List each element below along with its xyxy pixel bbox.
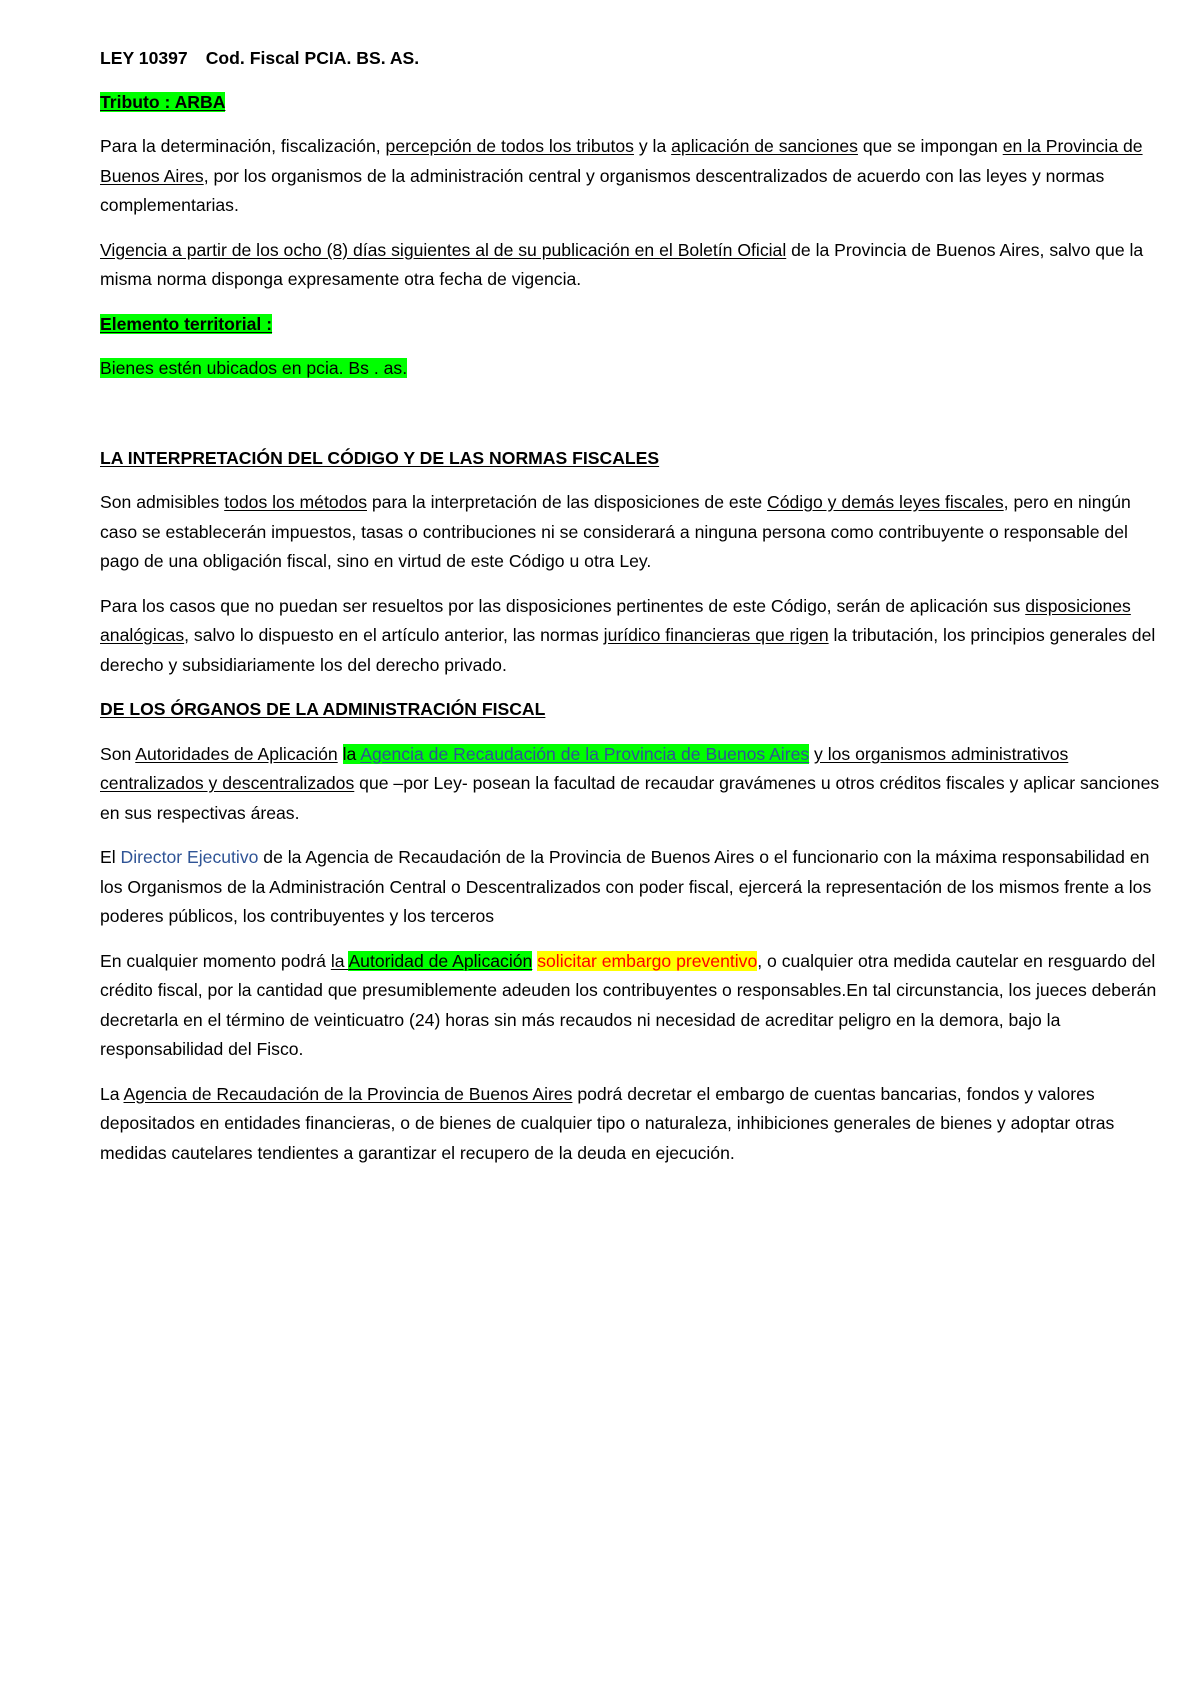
text-run: El [100,847,121,867]
underlined-run: la [330,950,349,971]
tributo-paragraph-1 [100,132,1170,221]
elemento-territorial-label: Elemento territorial : [100,313,273,334]
underlined-run: y los organismos administrativos centralizados y descentralizados [100,743,1069,793]
document-page [100,44,1170,1183]
text-run: La [100,1083,124,1104]
code-name: Cod. Fiscal PCIA. BS. AS. [205,48,420,68]
underlined-run: aplicación de sanciones [671,136,858,156]
text-run: que –por Ley- posean la facultad de recaudar gravámenes u otros créditos fiscales y aplicar sanciones en sus respectivas áreas. [100,773,1160,823]
text-run: y la [633,136,672,156]
underlined-run: Vigencia a partir de los ocho (8) días siguientes al de su publicación en el Boletín Oficial [100,239,787,260]
text-run: Son [100,743,136,764]
underlined-run: Agencia de Recaudación de la Provincia de Buenos Aires [123,1083,573,1104]
text-run: de la Agencia de Recaudación de la Provincia de Buenos Aires o el funcionario con la máxima responsabilidad en los Organismos de la Administración Central o Descentralizados con poder fiscal, ejercerá la representación de los mismos frente a los poderes públicos, los contribuyentes y los terceros [100,847,1152,926]
tributo-label: Tributo : ARBA [100,91,226,112]
text-run: la tributación, los principios generales del derecho y subsidiariamente los del derecho privado. [100,625,1156,675]
elemento-territorial-value-line [100,354,1170,384]
interpretacion-paragraph-2 [100,592,1170,681]
section-heading-interpretacion: LA INTERPRETACIÓN DEL CÓDIGO Y DE LAS NORMAS FISCALES [100,447,660,468]
text-run: , pero en ningún caso se establecerán impuestos, tasas o contribuciones ni se considerará a ninguna persona como contribuyente o responsable del pago de una obligación fiscal, sino en virtud de este Código u otra Ley. [100,492,1131,571]
document-title [100,44,1170,74]
elemento-territorial-value: Bienes estén ubicados en pcia. Bs . as. [100,358,408,378]
underlined-run: Código y demás leyes fiscales [767,492,1004,512]
text-run: En cualquier momento podrá [100,950,331,971]
text-run: podrá decretar el embargo de cuentas bancarias, fondos y valores depositados en entidades financieras, o de bienes de cualquier tipo o naturaleza, inhibiciones generales de bienes y adoptar otras medidas cautelares tendientes a garantizar el recupero de la deuda en ejecución. [100,1083,1115,1163]
underlined-run: en la Provincia de Buenos Aires [100,136,1143,186]
text-run: que se impongan [857,136,1003,156]
organos-paragraph-2 [100,843,1170,932]
text-run: , por los organismos de la administración central y organismos descentralizados de acuerdo con las leyes y normas complementarias. [100,165,1105,215]
underlined-run: todos los métodos [224,492,367,512]
elemento-territorial-line [100,310,1170,340]
embargo-highlight: solicitar embargo preventivo [537,950,758,971]
tributo-label-line [100,88,1170,118]
interpretacion-paragraph-1 [100,488,1170,577]
underlined-run: percepción de todos los tributos [385,136,634,156]
highlighted-run: la [342,743,361,764]
organos-paragraph-3 [100,947,1170,1065]
underlined-run: Autoridades de Aplicación [135,743,338,764]
agency-name-highlight: Agencia de Recaudación de la Provincia de Buenos Aires [360,743,810,764]
text-run: para la interpretación de las disposiciones de este [367,492,768,512]
law-number: LEY 10397 [100,48,188,68]
underlined-run: jurídico financieras que rigen [603,625,829,645]
text-run: de la Provincia de Buenos Aires, salvo que la misma norma disponga expresamente otra fecha de vigencia. [100,239,1144,289]
organos-paragraph-4 [100,1080,1170,1169]
vigencia-paragraph [100,236,1170,295]
text-run [338,744,343,764]
director-ejecutivo-text: Director Ejecutivo [120,847,259,867]
blank-space [100,399,1170,444]
organos-paragraph-1 [100,740,1170,829]
autoridad-highlight: Autoridad de Aplicación [348,950,533,971]
text-run: Para la determinación, fiscalización, [100,136,386,156]
section-heading-organos: DE LOS ÓRGANOS DE LA ADMINISTRACIÓN FISCAL [100,699,546,719]
underlined-run: disposiciones analógicas [100,595,1131,645]
text-run: , o cualquier otra medida cautelar en resguardo del crédito fiscal, por la cantidad que presumiblemente adeuden los contribuyentes o responsables.En tal circunstancia, los jueces deberán decretarla en el término de veinticuatro (24) horas sin más recaudos ni necesidad de acreditar peligro en la demora, bajo la responsabilidad del Fisco. [100,950,1157,1059]
text-run: Son admisibles [100,492,225,512]
text-run: , salvo lo dispuesto en el artículo anterior, las normas [184,625,604,645]
text-run: Para los casos que no puedan ser resueltos por las disposiciones pertinentes de este Código, serán de aplicación sus [100,595,1026,616]
